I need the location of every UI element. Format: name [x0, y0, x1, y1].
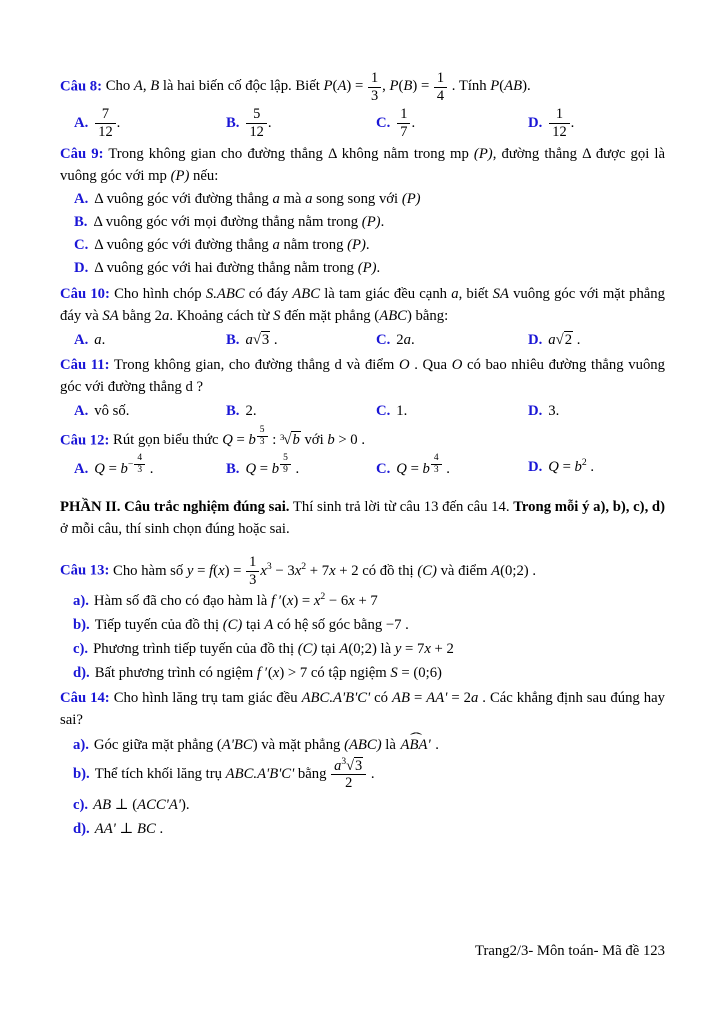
question-10-option-b[interactable] — [226, 329, 376, 351]
question-12-option-a[interactable] — [74, 453, 226, 480]
question-13-parts — [60, 590, 665, 684]
part-letter: b). — [73, 765, 90, 782]
question-13-text — [60, 554, 665, 588]
part-letter: d). — [73, 665, 90, 682]
question-12-label: Câu 12: — [60, 432, 110, 449]
question-13-part-a[interactable] — [60, 590, 665, 612]
option-letter: A. — [74, 331, 89, 348]
question-14 — [60, 687, 665, 839]
question-8 — [60, 70, 665, 140]
page-footer: Trang2/3- Môn toán- Mã đề 123 — [475, 943, 665, 959]
option-text: $\frac{7}{12}$ . — [94, 115, 120, 131]
question-8-text — [60, 70, 665, 104]
question-8-option-d[interactable] — [528, 106, 665, 140]
part-letter: c). — [73, 796, 89, 813]
question-11-label: Câu 11: — [60, 356, 110, 373]
question-12 — [60, 425, 665, 480]
option-letter: B. — [74, 214, 88, 231]
option-letter: B. — [226, 331, 240, 348]
question-14-part-d[interactable] — [60, 818, 665, 840]
question-10 — [60, 283, 665, 351]
part-text: AA' ⊥ BC . — [94, 820, 164, 837]
question-9-option-b[interactable] — [60, 211, 665, 233]
question-12-option-b[interactable] — [226, 453, 376, 480]
question-12-options — [60, 453, 665, 480]
question-10-options — [60, 329, 665, 351]
option-text: Δ vuông góc với đường thẳng a nằm trong (P). — [94, 237, 370, 254]
question-8-option-a[interactable] — [74, 106, 226, 140]
question-9-option-c[interactable] — [60, 234, 665, 256]
question-14-part-c[interactable] — [60, 794, 665, 816]
option-text: Δ vuông góc với mọi đường thẳng nằm trong (P). — [93, 214, 385, 231]
part-letter: a). — [73, 736, 89, 753]
question-8-option-b[interactable] — [226, 106, 376, 140]
option-letter: A. — [74, 460, 89, 477]
option-letter: C. — [376, 114, 391, 131]
option-text: $Q = b^2$ . — [548, 456, 595, 475]
question-11-body: Trong không gian, cho đường thẳng d và điểm O . Qua O có bao nhiêu đường thẳng vuông góc với đường thẳng d ? — [60, 356, 665, 395]
question-12-body: Rút gọn biểu thức Q = b $^{\frac{5}{3}}$ : $^3$√b với b > 0 . — [109, 424, 365, 449]
option-letter: D. — [528, 458, 543, 475]
question-9-body: Trong không gian cho đường thẳng Δ không nằm trong mp (P), đường thẳng Δ được gọi là vuông góc với mp (P) nếu: — [60, 146, 666, 185]
question-12-option-c[interactable] — [376, 453, 528, 480]
option-letter: C. — [376, 402, 391, 419]
option-text: $\frac{1}{7}$ . — [396, 115, 415, 131]
question-9-text — [60, 143, 665, 187]
question-10-option-a[interactable] — [74, 329, 226, 351]
question-14-body: Cho hình lăng trụ tam giác đều ABC.A'B'C' có AB = AA' = 2a . Các khẳng định sau đúng hay sai? — [60, 690, 665, 729]
option-text: 3. — [548, 402, 560, 419]
question-11-option-a[interactable] — [74, 400, 226, 422]
question-11-option-c[interactable] — [376, 400, 528, 422]
option-text: $\frac{1}{12}$ . — [548, 115, 574, 131]
option-text: Δ vuông góc với đường thẳng a mà a song song với (P) — [94, 191, 421, 208]
part-text: Góc giữa mặt phẳng (A'BC) và mặt phẳng (ABC) là ˆ ABA' . — [94, 737, 439, 753]
part-letter: d). — [73, 820, 90, 837]
question-9-option-d[interactable] — [60, 257, 665, 279]
option-text: Δ vuông góc với hai đường thẳng nằm trong (P). — [94, 260, 381, 277]
option-letter: D. — [528, 402, 543, 419]
option-text: 2a. — [396, 331, 415, 348]
option-letter: C. — [376, 331, 391, 348]
option-letter: D. — [528, 114, 543, 131]
question-11-text — [60, 354, 665, 398]
option-letter: D. — [528, 331, 543, 348]
question-13 — [60, 554, 665, 684]
option-letter: B. — [226, 402, 240, 419]
part-text: AB ⊥ (ACC'A'). — [93, 796, 190, 813]
question-8-body: Cho A, B là hai biến cố độc lập. Biết P(A) = $\frac{1}{3}$ , P(B) = $\frac{1}{4}$ . Tính P(AB). — [102, 70, 531, 104]
option-text: $Q = b^{- \frac{4}{3}}$ . — [94, 453, 154, 477]
option-letter: A. — [74, 191, 89, 208]
question-13-part-c[interactable] — [60, 638, 665, 660]
question-10-text — [60, 283, 665, 327]
question-11-option-d[interactable] — [528, 400, 665, 422]
option-text: a√2 . — [548, 331, 581, 348]
part-text: Bất phương trình có ngiệm f ′(x) > 7 có tập ngiệm S = (0;6) — [94, 665, 442, 682]
option-text: $\frac{5}{12}$ . — [245, 115, 271, 131]
option-letter: A. — [74, 402, 89, 419]
part-text: Phương trình tiếp tuyến của đồ thị (C) tại A(0;2) là y = 7x + 2 — [93, 641, 454, 658]
question-13-part-b[interactable] — [60, 614, 665, 636]
question-9-label: Câu 9: — [60, 146, 104, 163]
option-letter: B. — [226, 114, 240, 131]
question-8-option-c[interactable] — [376, 106, 528, 140]
question-8-label: Câu 8: — [60, 78, 103, 95]
option-letter: B. — [226, 460, 240, 477]
question-12-option-d[interactable] — [528, 456, 665, 478]
question-10-option-c[interactable] — [376, 329, 528, 351]
question-10-body: Cho hình chóp S.ABC có đáy ABC là tam giác đều cạnh a, biết SA vuông góc với mặt phẳng đáy và SA bằng 2a. Khoảng cách từ S đến mặt phẳng (ABC) bằng: — [60, 285, 665, 324]
question-13-part-d[interactable] — [60, 662, 665, 684]
option-text: Q = b $^{\frac{5}{9}}$ . — [245, 453, 300, 477]
question-11 — [60, 354, 665, 422]
part-text: Thể tích khối lăng trụ ABC.A'B'C' bằng $\frac{a^3√3}{2}$ . — [94, 756, 375, 792]
part-letter: a). — [73, 593, 89, 610]
question-11-option-b[interactable] — [226, 400, 376, 422]
question-9 — [60, 143, 665, 279]
option-letter: C. — [376, 460, 391, 477]
option-letter: D. — [74, 260, 89, 277]
option-text: a√3 . — [245, 331, 278, 348]
question-14-part-a[interactable] — [60, 734, 665, 756]
question-14-parts — [60, 734, 665, 840]
question-14-label: Câu 14: — [60, 690, 110, 707]
question-14-part-b[interactable] — [60, 758, 665, 792]
question-10-label: Câu 10: — [60, 285, 110, 302]
question-11-options — [60, 400, 665, 422]
question-13-body: Cho hàm số y = f(x) = $\frac{1}{3}$ $x^3 - 3x^2 + 7x + 2$ có đồ thị (C) và điểm A(0;2) . — [109, 554, 537, 588]
question-8-options — [60, 106, 665, 140]
option-text: a. — [94, 331, 106, 348]
question-12-text — [60, 425, 665, 452]
option-text: vô số. — [94, 402, 130, 419]
question-13-label: Câu 13: — [60, 562, 110, 579]
option-text: Q = b $^{\frac{4}{3}}$ . — [396, 453, 450, 477]
part-letter: c). — [73, 641, 89, 658]
section-2-heading: PHẦN II. Câu trắc nghiệm đúng sai. Thí sinh trả lời từ câu 13 đến câu 14. Trong mỗi ý a), b), c), d) ở mỗi câu, thí sinh chọn đúng hoặc sai. — [60, 499, 665, 538]
question-9-option-a[interactable] — [60, 188, 665, 210]
option-text: 2. — [245, 402, 257, 419]
part-text: Tiếp tuyến của đồ thị (C) tại A có hệ số góc bằng −7 . — [94, 617, 409, 634]
question-10-option-d[interactable] — [528, 329, 665, 351]
question-14-text — [60, 687, 665, 731]
part-text: Hàm số đã cho có đạo hàm là f $'(x) = x^2 - 6x + 7$ — [93, 591, 378, 610]
part-letter: b). — [73, 617, 90, 634]
option-text: 1. — [396, 402, 408, 419]
question-9-options — [60, 188, 665, 279]
option-letter: A. — [74, 114, 89, 131]
option-letter: C. — [74, 237, 89, 254]
